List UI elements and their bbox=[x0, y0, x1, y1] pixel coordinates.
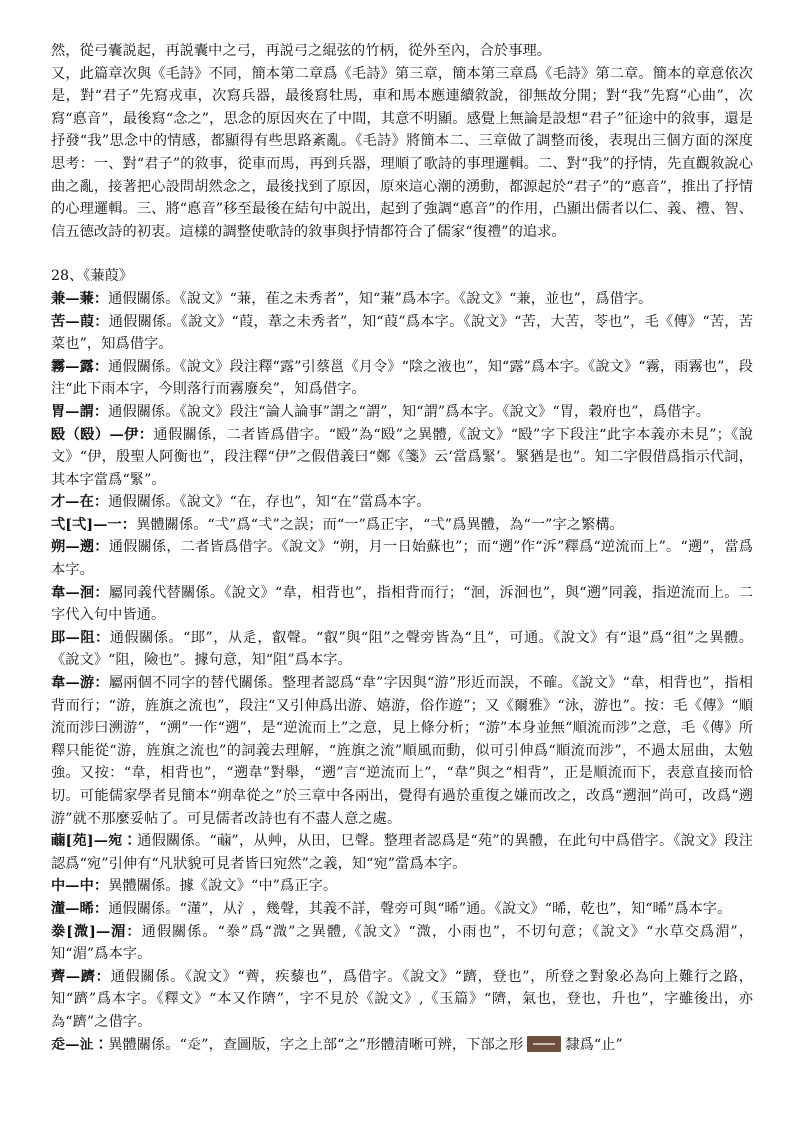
document-page bbox=[51, 40, 753, 1056]
entry-head: 𦽖[苑]—宛： bbox=[51, 833, 138, 850]
entry-head: 朔—遡： bbox=[51, 539, 109, 556]
entry-body: 異體關係。“弌”爲“弌”之誤；而“一”爲正字，“弌”爲異體，為“一”字之繁構。 bbox=[136, 516, 624, 533]
entry-head: 中—中： bbox=[51, 878, 109, 895]
entry-body: 通假關係。“䢸”，从辵，叡聲。“叡”與“阻”之聲旁皆為“且”，可通。《說文》有“退”爲“徂”之異體。《說文》“阻，險也”。據句意，知“阻”爲本字。 bbox=[51, 629, 753, 669]
entry-body: 異體關係。“𧺆”，查圖版，字之上部“之”形體清晰可辨，下部之形 bbox=[108, 1036, 524, 1053]
entry-body: 通假關係。《說文》“薺，疾藜也”，爲借字。《說文》“躋，登也”，所登之對象必為向上難行之路，知“躋”爲本字。《釋文》“本又作隮”，字不見於《說文》,《玉篇》“隮，氣也，登也，升也”，字雖後出，亦為“躋”之借字。 bbox=[51, 968, 753, 1030]
entry-head: 弌[弌]—一： bbox=[51, 516, 137, 533]
section-title: 28、《蒹葭》 bbox=[51, 268, 133, 285]
entry-body: 通假關係。“𣿅”，从氵，幾聲，其義不詳，聲旁可與“晞”通。《說文》“晞，乾也”，知“晞”爲本字。 bbox=[108, 900, 732, 917]
glossary-entry bbox=[51, 401, 753, 424]
entry-head: 韋—游： bbox=[51, 675, 109, 692]
glossary-entry bbox=[51, 672, 753, 830]
entry-body: 通假關係。“𦽖”，从艸，从田，㔾聲。整理者認爲是“苑”的異體，在此句中爲借字。《說文》段注認爲“宛”引伸有“凡狀貌可見者皆曰宛然”之義，知“宛”當爲本字。 bbox=[51, 833, 753, 872]
entry-body: 通假關係，二者皆爲借字。“殹”為“殹”之異體,《說文》“殹”字下段注“此字本義亦未見”；《說文》“伊，殷聖人阿衡也”，段注釋“伊”之假借義曰“鄭《箋》云‘當爲緊’。緊猶是也”。知二字假借爲指示代詞，其本字當爲“緊”。 bbox=[51, 426, 754, 488]
glossary-entry bbox=[51, 921, 753, 966]
entry-head: 薺—躋： bbox=[51, 968, 111, 985]
glossary-entry bbox=[51, 582, 753, 627]
entry-head: 𧺆—沚： bbox=[51, 1036, 109, 1053]
entry-body: 屬同義代替關係。《說文》“韋，相背也”，指相背而行；“洄，泝洄也”，與“遡”同義，指逆流而上。二字代入句中皆通。 bbox=[51, 584, 753, 624]
glossary-entry bbox=[51, 627, 753, 672]
entry-body: 屬兩個不同字的替代關係。整理者認爲“韋”字因與“游”形近而誤，不確。《說文》“韋，相背也”，指相背而行；“游，旌旗之流也”，段注“又引伸爲出游、嬉游，俗作遊”；又《爾雅》“泳，游也”。按：毛《傳》“順流而涉曰溯游”，“溯”一作“遡”，是“逆流而上”之意，見上條分析；“游”本身並無“順流而涉”之意，毛《傳》所釋只能從“游，旌旗之流也”的詞義去理解，“旌旗之流”順風而動，似可引伸爲“順流而涉”，不過太屈曲，太勉強。又按：“韋，相背也”，“遡韋”對舉，“遡”言“逆流而上”，“韋”與之“相背”，正是順流而下，表意直接而恰切。可能儒家學者見簡本“朔韋從之”於三章中各兩出，覺得有過於重復之嫌而改之，改爲“遡洄”尚可，改爲“遡游”就不那麼妥帖了。可見儒者改詩也有不盡人意之處。 bbox=[51, 675, 753, 827]
entry-head: 胃—謂： bbox=[51, 403, 109, 420]
entry-head: 韋—洄： bbox=[51, 584, 109, 601]
glossary-entry bbox=[51, 898, 753, 921]
glossary-entry bbox=[51, 356, 753, 401]
entry-head: 䢸—阻： bbox=[51, 629, 110, 646]
glossary-entry bbox=[51, 288, 753, 311]
entry-body: 通假關係。《說文》段注釋“露”引蔡邕《月令》“陰之液也”，知“露”爲本字。《說文》“霧，雨霧也”，段注“此下雨本字，今則落行而霧廢矣”，知爲借字。 bbox=[51, 358, 754, 398]
section-gap bbox=[51, 243, 753, 265]
entry-head: 才—在： bbox=[51, 494, 109, 511]
glossary-entry bbox=[51, 491, 753, 514]
glossary-entry bbox=[51, 875, 753, 898]
intro-paragraph: 然，從弓囊説起，再説囊中之弓，再説弓之緄弦的竹柄，從外至內，合於事理。 bbox=[51, 43, 552, 59]
entry-body: 異體關係。據《說文》“中”爲正字。 bbox=[108, 878, 338, 895]
entry-head: 𣳾[溦]—湄： bbox=[51, 923, 142, 940]
glossary-entry bbox=[51, 514, 753, 537]
entry-head: 霧—露： bbox=[51, 358, 109, 375]
entry-body: 通假關係，二者皆爲借字。《說文》“朔，月一日始蘇也”；而“遡”作“泝”釋爲“逆流而上”。“遡”，當爲本字。 bbox=[51, 539, 753, 579]
glossary-entry bbox=[51, 311, 753, 356]
bamboo-slip-glyph-image bbox=[527, 1036, 561, 1052]
entry-body: 通假關係。《說文》段注“論人論事”謂之“謂”，知“謂”爲本字。《說文》“胃，穀府也”，爲借字。 bbox=[108, 403, 710, 420]
glossary-entry bbox=[51, 830, 753, 875]
entry-body: 通假關係。“𣳾”爲“溦”之異體,《說文》“溦，小雨也”，不切句意；《說文》“水草交爲湄”，知“湄”爲本字。 bbox=[51, 923, 753, 963]
entry-body: 通假關係。《說文》“葭，葦之未秀者”，知“葭”爲本字。《說文》“苦，大苦，苓也”，毛《傳》“苦，苦菜也”，知爲借字。 bbox=[51, 313, 753, 353]
glossary-entry bbox=[51, 424, 753, 492]
entry-head: 殹（殹）—伊： bbox=[51, 426, 154, 443]
entry-head: 苦—葭： bbox=[51, 313, 109, 330]
glossary-entry bbox=[51, 536, 753, 581]
glossary-entry bbox=[51, 1034, 753, 1057]
intro-paragraph: 又，此篇章次與《毛詩》不同，簡本第二章爲《毛詩》第三章，簡本第三章爲《毛詩》第二章。簡本的章意依次是，對“君子”先寫戎車，次寫兵器，最後寫牡馬，車和馬本應連續敘說，卻無故分開；對“我”先寫“心曲”，次寫“悳音”，最後寫“念之”，思念的原因夾在了中間，其意不明顯。感覺上無論是設想“君子”征途中的敘事，還是抒發“我”思念中的情感，都顯得有些思路紊亂。《毛詩》將簡本二、三章做了調整而後，表現出三個方面的深度思考：一、對“君子”的敘事，從車而馬，再到兵器，理順了歌詩的事理邏輯。二、對“我”的抒情，先直觀敘說心曲之亂，接著把心設問胡然念之，最後找到了原因，原來這心潮的湧動，都源起於“君子”的“悳音”，推出了抒情的心理邏輯。三、將“悳音”移至最後在結句中説出，起到了強調“悳音”的作用，凸顯出儒者以仁、義、禮、智、信五德改詩的初衷。這樣的調整使歌詩的敘事與抒情都符合了儒家“復禮”的追求。 bbox=[51, 65, 753, 240]
entry-tail: 隸爲“止” bbox=[565, 1036, 623, 1053]
entry-body: 通假關係。《說文》“在，存也”，知“在”當爲本字。 bbox=[108, 494, 431, 511]
entry-body: 通假關係。《說文》“蒹，萑之未秀者”，知“蒹”爲本字。《說文》“兼，並也”，爲借字。 bbox=[108, 290, 653, 307]
entry-head: 兼—蒹： bbox=[51, 290, 109, 307]
glossary-entry bbox=[51, 966, 753, 1034]
entry-head: 𣿅—晞： bbox=[51, 900, 109, 917]
